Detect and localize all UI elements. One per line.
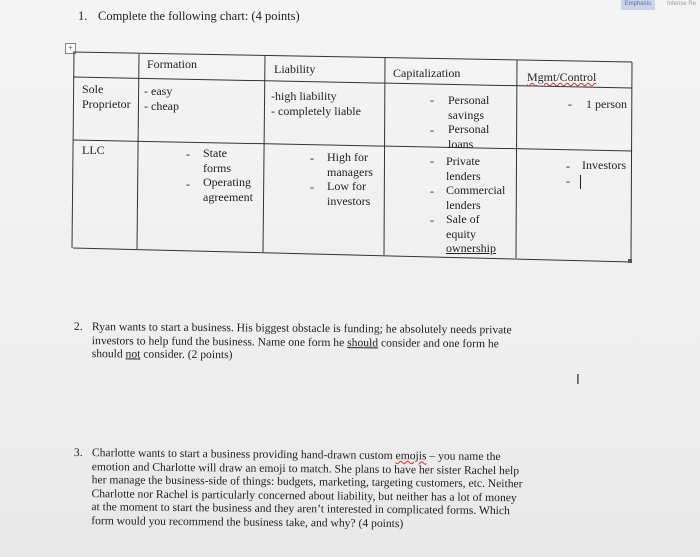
- llc-mgmt-dash-2: -: [566, 174, 570, 188]
- llc-cap-dash-3: -: [430, 213, 434, 227]
- llc-mgmt[interactable]: Investors: [582, 158, 626, 172]
- question-2: 2. Ryan wants to start a business. His biggest obstacle is funding; he absolutely needs private investors to help fund the business. Name one form he should consider and one form he should not consider. (2 points): [73, 320, 512, 362]
- col-line-3: [384, 58, 385, 255]
- header-liability: Liability: [274, 62, 316, 76]
- sole-cap-dash-2: -: [430, 123, 434, 137]
- header-formation: Formation: [147, 57, 197, 71]
- llc-liability-dash-1: -: [310, 151, 314, 165]
- header-mgmt-control: Mgmt/Control: [527, 70, 597, 84]
- row-label-llc: LLC: [82, 143, 105, 157]
- llc-formation-dash-2: -: [186, 177, 190, 191]
- col-line-0: [72, 52, 74, 248]
- sole-mgmt[interactable]: 1 person: [586, 97, 627, 111]
- llc-mgmt-dash-1: -: [566, 159, 570, 173]
- sole-formation[interactable]: - easy - cheap: [144, 84, 179, 113]
- sole-mgmt-dash: -: [568, 97, 572, 111]
- question-2-number: 2.: [73, 320, 83, 334]
- question-3: 3. Charlotte wants to start a business providing hand-drawn custom emojis – you name the emotion and Charlotte will draw an emoji to match. She plans to have her sister Rachel help her manage the business-side of things: budgets, marketing, targeting customers, etc. Neither Charlotte nor Rachel is particularly concerned about liability, but neither has a lot of money at the moment to start the business and they aren’t interested in complicated forms. Which form would you recommend the business take, and why? (4 points): [73, 446, 523, 530]
- sole-cap-dash-1: -: [430, 93, 434, 107]
- table-bottom-border: [73, 248, 632, 262]
- style-emphasis[interactable]: Emphasis: [621, 0, 655, 10]
- row-label-sole-proprietor: Sole Proprietor: [82, 82, 131, 111]
- col-line-2: [263, 56, 265, 252]
- text-caret: [580, 175, 581, 189]
- sole-capitalization[interactable]: Personal savings Personal loans: [448, 93, 490, 151]
- header-capitalization: Capitalization: [393, 66, 461, 80]
- question-1-text: Complete the following chart: (4 points): [98, 9, 300, 23]
- llc-liability-dash-2: -: [310, 180, 314, 194]
- col-line-4: [516, 60, 517, 258]
- table-resize-handle: [628, 259, 632, 263]
- llc-cap-dash-1: -: [430, 154, 434, 168]
- question-1-number: 1.: [78, 9, 88, 23]
- table-move-handle[interactable]: +: [65, 43, 76, 54]
- llc-formation[interactable]: State forms Operating agreement: [203, 146, 253, 204]
- llc-cap-dash-2: -: [430, 184, 434, 198]
- sole-liability[interactable]: -high liability - completely liable: [271, 89, 361, 118]
- llc-capitalization[interactable]: Private lenders Commercial lenders Sale of equity ownership: [446, 154, 506, 255]
- col-line-1: [137, 54, 139, 249]
- question-3-number: 3.: [73, 446, 83, 460]
- llc-formation-dash-1: -: [186, 147, 190, 161]
- text-cursor-icon: I: [576, 373, 580, 388]
- style-intense-reference[interactable]: Intense Re: [666, 1, 696, 7]
- llc-liability[interactable]: High for managers Low for investors: [327, 150, 373, 208]
- col-line-5: [631, 62, 632, 262]
